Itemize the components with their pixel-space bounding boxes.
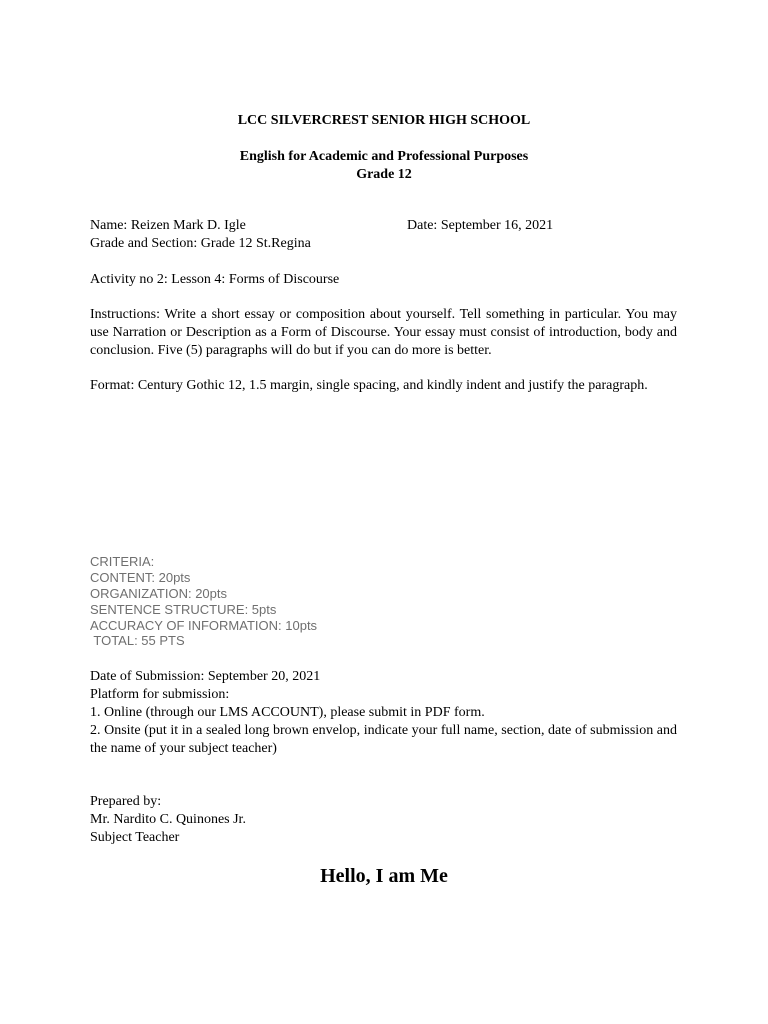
submission-date-header: Date: September 16, 2021 [407, 218, 554, 233]
submission-date: Date of Submission: September 20, 2021 [90, 669, 321, 684]
onsite-option: 2. Onsite (put it in a sealed long brown envelop, indicate your full name, section, date of submission and the name of your subject teacher) [90, 723, 677, 756]
student-name: Name: Reizen Mark D. Igle [90, 218, 246, 233]
criteria-item: ORGANIZATION: 20pts [90, 586, 228, 601]
platform-label: Platform for submission: [90, 687, 230, 702]
criteria-item: CONTENT: 20pts [90, 570, 191, 585]
subject-title: English for Academic and Professional Purposes [239, 149, 529, 164]
essay-title: Hello, I am Me [320, 865, 448, 887]
criteria-item: SENTENCE STRUCTURE: 5pts [90, 602, 277, 617]
activity-title: Activity no 2: Lesson 4: Forms of Discourse [90, 272, 340, 287]
online-option: 1. Online (through our LMS ACCOUNT), please submit in PDF form. [90, 705, 485, 720]
format-paragraph: Format: Century Gothic 12, 1.5 margin, single spacing, and kindly indent and justify the paragraph. [90, 378, 648, 393]
criteria-total: TOTAL: 55 PTS [90, 633, 185, 648]
instructions-paragraph: Instructions: Write a short essay or composition about yourself. Tell something in particular. You may use Narration or Description as a Form of Discourse. Your essay must consist of introduction, body and conclusion. Five (5) paragraphs will do but if you can do more is better. [90, 307, 677, 358]
grade-section: Grade and Section: Grade 12 St.Regina [90, 236, 311, 251]
prepared-by-label: Prepared by: [90, 794, 162, 809]
teacher-name: Mr. Nardito C. Quinones Jr. [90, 812, 246, 827]
teacher-role: Subject Teacher [90, 830, 180, 845]
criteria-item: ACCURACY OF INFORMATION: 10pts [90, 618, 318, 633]
grade-title: Grade 12 [356, 167, 412, 182]
school-name: LCC SILVERCREST SENIOR HIGH SCHOOL [237, 113, 531, 128]
criteria-heading: CRITERIA: [90, 554, 155, 569]
